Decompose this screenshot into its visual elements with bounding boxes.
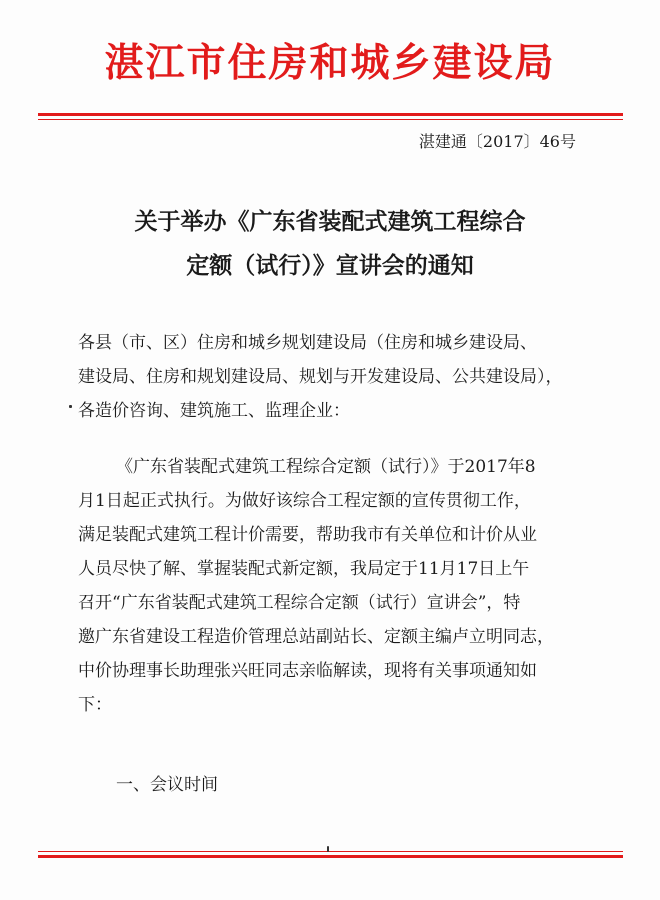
salutation-line: 各造价咨询、建筑施工、监理企业： [78,401,350,421]
notice-title-line-1: 关于举办《广东省装配式建筑工程综合 [134,208,526,235]
salutation-line: 建设局、住房和规划建设局、规划与开发建设局、公共建设局）， [78,367,563,387]
paragraph-line: 邀广东省建设工程造价管理总站副站长、定额主编卢立明同志， [78,627,554,647]
paragraph-line: 《广东省装配式建筑工程综合定额（试行）》于2017年8 [116,457,536,477]
paragraph-line: 中价协理事长助理张兴旺同志亲临解读，现将有关事项通知如 [78,661,537,681]
header-red-rule-thick [38,113,623,116]
header-red-rule-thin [38,119,623,120]
salutation-line: 各县（市、区）住房和城乡规划建设局（住房和城乡建设局、 [78,333,537,353]
paragraph-line: 月1日起正式执行。为做好该综合工程定额的宣传贯彻工作， [78,491,531,511]
paragraph-line: 召开“广东省装配式建筑工程综合定额（试行）宣讲会”，特 [78,593,521,613]
body-paragraph [78,450,598,722]
paragraph-line: 人员尽快了解、掌握装配式新定额，我局定于11月17日上午 [78,559,530,579]
paragraph-line: 下： [78,695,112,715]
scan-speck [69,405,72,408]
footer-red-rule-thin [38,851,623,852]
paragraph-line: 满足装配式建筑工程计价需要，帮助我市有关单位和计价从业 [78,525,537,545]
scan-speck [327,846,329,852]
salutation [78,326,598,428]
section-heading-text: 一、会议时间 [116,775,218,795]
footer-red-rule-thick [38,855,623,858]
section-heading [78,768,598,802]
document-number: 湛建通〔2017〕46号 [418,132,576,151]
letterhead-title: 湛江市住房和城乡建设局 [104,40,556,86]
notice-title-line-2: 定额（试行）》宣讲会的通知 [186,252,474,279]
